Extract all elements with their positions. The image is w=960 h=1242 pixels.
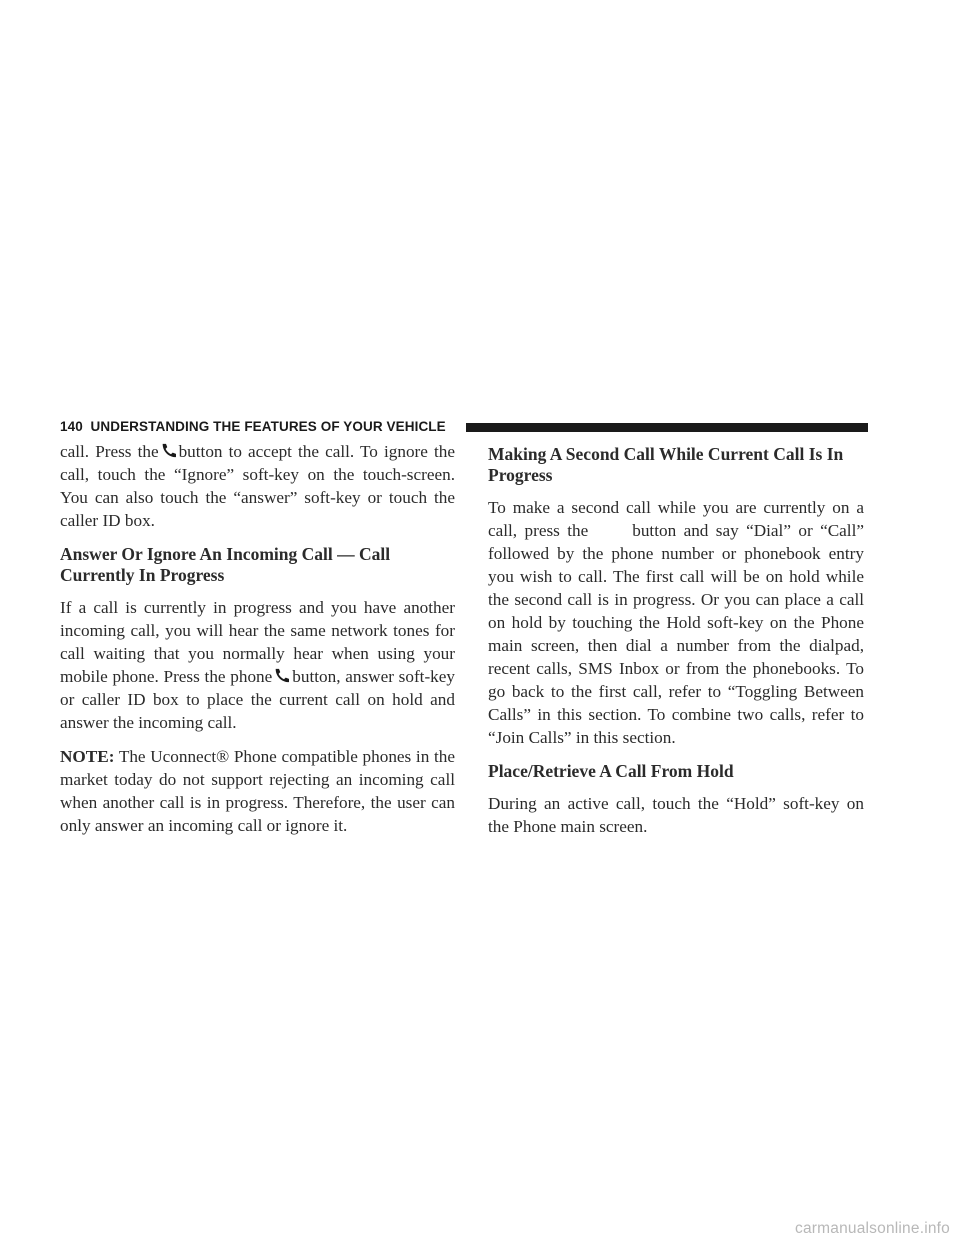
text-segment: To make a second call while you are currently on a call, press the (488, 498, 864, 540)
watermark: carmanualsonline.info (795, 1220, 950, 1237)
header-rule (466, 423, 868, 432)
phone-icon (273, 668, 290, 683)
heading-second-call: Making A Second Call While Current Call Is In Progress (488, 444, 844, 485)
text-segment: call. Press the (60, 442, 159, 461)
heading-hold: Place/Retrieve A Call From Hold (488, 761, 734, 781)
paragraph-second-call (488, 496, 864, 749)
heading-answer-or-ignore: Answer Or Ignore An Incoming Call — Call Currently In Progress (60, 544, 391, 585)
note-label: NOTE: (60, 747, 115, 766)
section-title: UNDERSTANDING THE FEATURES OF YOUR VEHICLE (90, 419, 446, 434)
header-text (60, 418, 446, 435)
text-segment: If a call is currently in progress and you have another incoming call, you will hear the same network tones for call waiting that you normally hear when using your mobile phone. Press the phone (60, 598, 455, 686)
paragraph-hold: During an active call, touch the “Hold” soft-key on the Phone main screen. (488, 794, 864, 836)
right-column (488, 440, 864, 849)
text-segment: button to accept the call. To ignore the call, touch the “Ignore” soft-key on the touch-screen. You can also touch the “answer” soft-key or touch the caller ID box. (60, 442, 455, 530)
page-number: 140 (60, 419, 83, 434)
phone-icon (160, 443, 177, 458)
note-paragraph (60, 745, 455, 837)
paragraph-accept-call (60, 440, 455, 532)
note-text: The Uconnect® Phone compatible phones in the market today do not support rejecting an incoming call when another call is in progress. Therefore, the user can only answer an incoming call or ignore it. (60, 747, 455, 835)
paragraph-call-waiting (60, 596, 455, 734)
page-header (60, 418, 868, 436)
left-column (60, 440, 455, 848)
text-segment: button, answer soft-key or caller ID box to place the current call on hold and answer the incoming call. (60, 667, 455, 732)
text-segment: button and say “Dial” or “Call” followed by the phone number or phonebook entry you wish to call. The first call will be on hold while the second call is in progress. Or you can place a call on hold by touching the Hold soft-key on the Phone main screen, then dial a number from the dialpad, recent calls, SMS Inbox or from the phonebooks. To go back to the first call, refer to “Toggling Between Calls” in this section. To combine two calls, refer to “Join Calls” in this section. (488, 521, 864, 747)
